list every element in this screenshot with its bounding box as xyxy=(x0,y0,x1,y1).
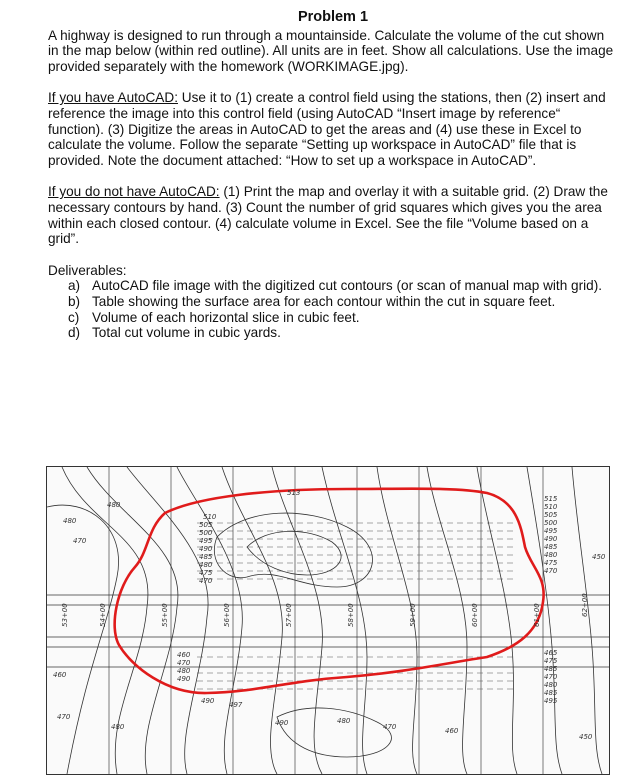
svg-text:470: 470 xyxy=(177,659,191,667)
no-autocad-paragraph xyxy=(48,184,618,246)
svg-text:485: 485 xyxy=(199,553,213,561)
svg-text:470: 470 xyxy=(199,577,213,585)
svg-text:57+00: 57+00 xyxy=(285,603,293,627)
svg-text:465: 465 xyxy=(544,649,558,657)
svg-text:485: 485 xyxy=(544,543,558,551)
svg-text:490: 490 xyxy=(201,697,215,705)
svg-text:485: 485 xyxy=(544,689,558,697)
svg-text:497: 497 xyxy=(229,701,243,709)
svg-text:460: 460 xyxy=(177,651,191,659)
no-autocad-heading: If you do not have AutoCAD: xyxy=(48,184,220,200)
autocad-paragraph xyxy=(48,90,618,168)
autocad-heading: If you have AutoCAD: xyxy=(48,90,178,106)
svg-text:480: 480 xyxy=(111,723,125,731)
svg-text:55+00: 55+00 xyxy=(161,603,169,627)
svg-text:62+00: 62+00 xyxy=(581,593,589,617)
svg-text:495: 495 xyxy=(544,697,558,705)
svg-text:58+00: 58+00 xyxy=(347,603,355,627)
deliverables-heading: Deliverables: xyxy=(48,262,127,278)
svg-text:480: 480 xyxy=(337,717,351,725)
svg-text:475: 475 xyxy=(199,569,213,577)
svg-text:470: 470 xyxy=(383,723,397,731)
terrain-contours xyxy=(47,467,602,774)
deliverable-item: c) Volume of each horizontal slice in cubic feet. xyxy=(68,309,360,325)
deliverable-item: a) AutoCAD file image with the digitized cut contours (or scan of manual map with grid). xyxy=(68,278,602,294)
svg-text:480: 480 xyxy=(544,551,558,559)
svg-text:460: 460 xyxy=(53,671,67,679)
svg-text:480: 480 xyxy=(177,667,191,675)
svg-text:490: 490 xyxy=(275,719,289,727)
svg-text:480: 480 xyxy=(199,561,213,569)
svg-text:450: 450 xyxy=(592,553,606,561)
svg-text:470: 470 xyxy=(544,673,558,681)
svg-text:475: 475 xyxy=(544,657,558,665)
svg-text:513: 513 xyxy=(287,489,301,497)
autocad-text: Use it to (1) create a control field using the stations, then (2) insert and reference the image into this control field (using AutoCAD “Insert image by reference“ function). (3) Digitize the areas in AutoCAD to get the areas and (4) use these in Excel to calculate the volume. Follow the separate “Setting up workspace in AutoCAD” file that is provided. Note the document attached: “How to set up a workspace in AutoCAD”. xyxy=(48,90,606,168)
svg-text:470: 470 xyxy=(544,567,558,575)
svg-text:475: 475 xyxy=(544,559,558,567)
svg-text:480: 480 xyxy=(107,501,121,509)
svg-text:450: 450 xyxy=(579,733,593,741)
contour-map xyxy=(46,466,610,775)
svg-text:53+00: 53+00 xyxy=(61,603,69,627)
svg-text:480: 480 xyxy=(544,681,558,689)
svg-text:54+00: 54+00 xyxy=(99,603,107,627)
problem-title: Problem 1 xyxy=(297,9,369,25)
svg-text:460: 460 xyxy=(445,727,459,735)
svg-text:505: 505 xyxy=(199,521,213,529)
svg-text:470: 470 xyxy=(73,537,87,545)
svg-text:510: 510 xyxy=(203,513,217,521)
svg-text:515: 515 xyxy=(544,495,558,503)
svg-text:495: 495 xyxy=(199,537,213,545)
svg-text:490: 490 xyxy=(199,545,213,553)
svg-text:56+00: 56+00 xyxy=(223,603,231,627)
svg-text:480: 480 xyxy=(63,517,77,525)
svg-text:485: 485 xyxy=(544,665,558,673)
deliverable-item: b) Table showing the surface area for each contour within the cut in square feet. xyxy=(68,293,556,309)
problem-document xyxy=(48,10,618,341)
svg-text:495: 495 xyxy=(544,527,558,535)
contour-labels xyxy=(53,495,606,741)
intro-paragraph: A highway is designed to run through a mountainside. Calculate the volume of the cut shown in the map below (within red outline). All units are in feet. Show all calculations. Use the image provided separately with the homework (WORKIMAGE.jpg). xyxy=(48,27,614,74)
svg-text:470: 470 xyxy=(57,713,71,721)
svg-text:500: 500 xyxy=(544,519,558,527)
deliverable-item: d) Total cut volume in cubic yards. xyxy=(68,325,281,341)
svg-text:490: 490 xyxy=(177,675,191,683)
highway-alignment xyxy=(47,595,609,667)
svg-text:61+00: 61+00 xyxy=(533,603,541,627)
svg-text:60+00: 60+00 xyxy=(471,603,479,627)
svg-text:59+00: 59+00 xyxy=(409,603,417,627)
svg-text:505: 505 xyxy=(544,511,558,519)
no-autocad-text: (1) Print the map and overlay it with a suitable grid. (2) Draw the necessary contours by hand. (3) Count the number of grid squares which gives you the area within each closed contour. (4) calculate volume in Excel. See the file “Volume based on a grid”. xyxy=(48,184,608,247)
contour-map-drawing xyxy=(47,467,609,774)
deliverables-list xyxy=(48,278,618,340)
svg-text:490: 490 xyxy=(544,535,558,543)
svg-text:510: 510 xyxy=(544,503,558,511)
svg-text:500: 500 xyxy=(199,529,213,537)
